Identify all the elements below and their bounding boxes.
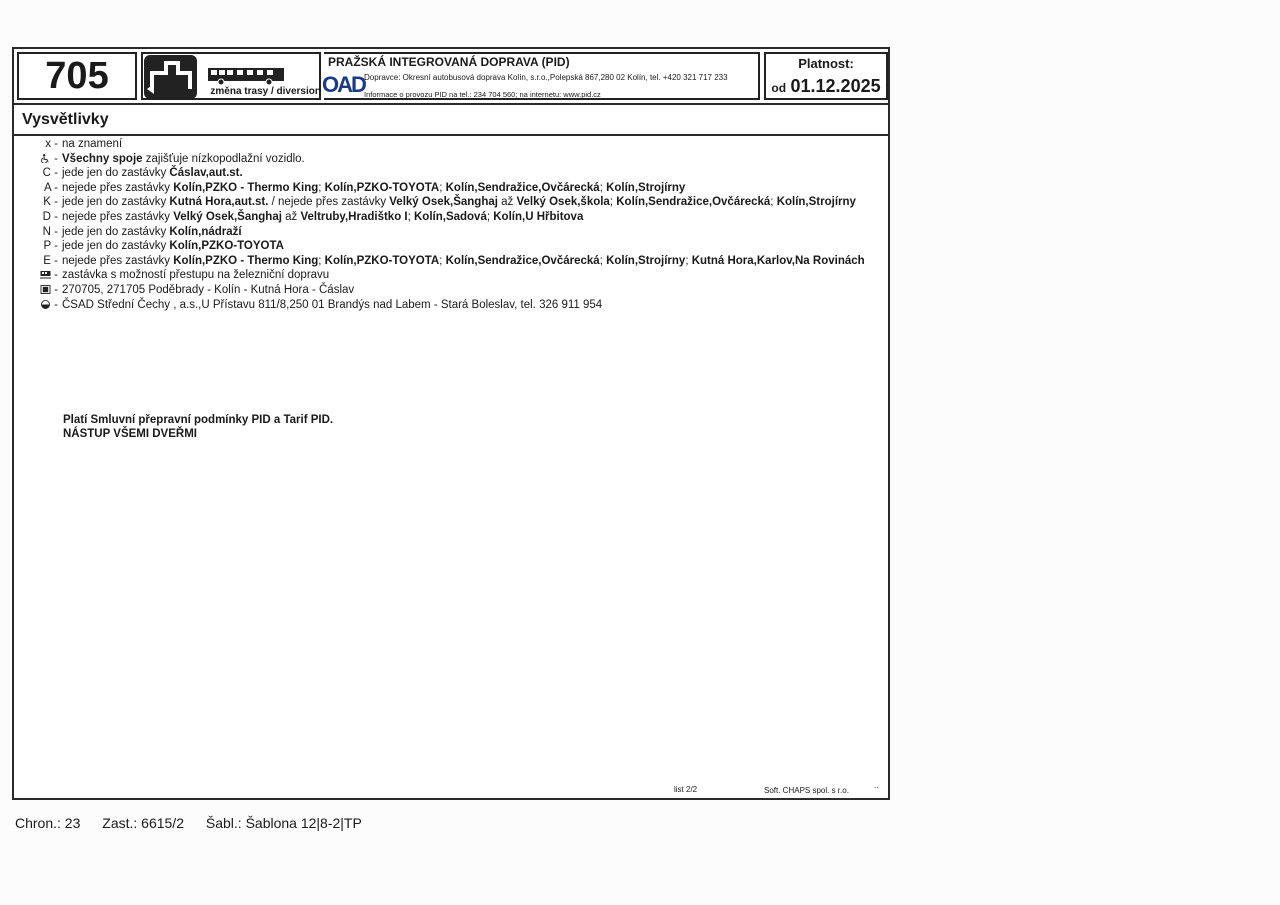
legend-text-segment: nejede přes zastávky: [62, 210, 174, 223]
legend-text: [62, 239, 874, 254]
legend-text: [62, 166, 874, 181]
legend-list: [34, 137, 874, 312]
footer: [15, 815, 380, 831]
legend-item: [34, 254, 874, 269]
software-credit: Soft. CHAPS spol. s r.o.: [764, 786, 849, 795]
operator-logo-text: OAD: [322, 72, 365, 97]
legend-stop-name: Kutná Hora,Karlov,Na Rovinách: [691, 254, 865, 267]
legend-text-segment: / nejede přes zastávky: [268, 196, 390, 209]
legend-stop-name: Všechny spoje: [62, 152, 143, 165]
legend-text-segment: zajišťuje nízkopodlažní vozidlo.: [142, 152, 305, 165]
legend-text-segment: ;: [685, 254, 692, 267]
legend-text-segment: jede jen do zastávky: [62, 196, 170, 209]
legend-code: C -: [42, 167, 58, 180]
legend-stop-name: Kolín,nádraží: [169, 225, 242, 238]
legend-item: [34, 181, 874, 196]
diversion-label: změna trasy / diversion: [210, 86, 321, 97]
legend-item: [34, 166, 874, 181]
legend-text-segment: ;: [599, 181, 607, 194]
legend-text: [62, 181, 874, 196]
legend-stop-name: Kolín,PZKO - Thermo King: [173, 254, 319, 267]
legend-stop-name: Kolín,Sadová: [414, 210, 487, 223]
legend-item: [34, 137, 874, 152]
legend-stop-name: Kutná Hora,aut.st.: [169, 196, 269, 209]
page-number: list 2/2: [674, 785, 698, 794]
legend-item: [34, 239, 874, 254]
bus-icon: [207, 66, 285, 86]
operator-logo: [322, 72, 365, 100]
operator-line-1: Dopravce: Okresní autobusová doprava Kolín, s.r.o.,Polepská 867,280 02 Kolín, tel. +420 321 717 233: [364, 73, 728, 82]
header: [14, 49, 888, 105]
legend-item: [34, 268, 874, 283]
legend-text-segment: ;: [318, 181, 325, 194]
legend-text-segment: jede jen do zastávky: [62, 167, 170, 180]
legend-stop-name: Kolín,Sendražice,Ovčárecká: [445, 181, 600, 194]
legend-text-segment: nejede přes zastávky: [62, 181, 174, 194]
legend-text-segment: zastávka s možností přestupu na železniční dopravu: [62, 269, 330, 282]
legend-code: D -: [42, 210, 58, 223]
legend-stop-name: Kolín,PZKO - Thermo King: [173, 181, 319, 194]
notes: [63, 413, 333, 441]
legend-text-segment: ;: [770, 196, 777, 209]
line-number: 705: [45, 55, 109, 97]
legend-text: [62, 225, 874, 240]
corner-dots: ..: [874, 781, 879, 790]
operator-title: PRAŽSKÁ INTEGROVANÁ DOPRAVA (PID): [328, 55, 570, 69]
legend-code: A -: [43, 181, 58, 194]
operator-box: [324, 52, 760, 100]
legend-text-segment: ;: [486, 210, 494, 223]
operator-line-2: Informace o provozu PID na tel.: 234 704 560; na internetu: www.pid.cz: [364, 90, 601, 99]
legend-code: K -: [43, 196, 58, 209]
legend-text-segment: ;: [439, 254, 446, 267]
legend-text-segment: 270705, 271705 Poděbrady - Kolín - Kutná Hora - Čáslav: [62, 283, 355, 296]
legend-stop-name: Veltruby,Hradištko I: [300, 210, 408, 223]
timetable-sheet: [12, 47, 890, 800]
legend-stop-name: Kolín,PZKO-TOYOTA: [324, 254, 440, 267]
legend-code: P -: [43, 240, 58, 253]
legend-text-segment: ;: [439, 181, 446, 194]
legend-stop-name: Kolín,PZKO-TOYOTA: [169, 240, 284, 253]
operator-icon: -: [34, 298, 62, 313]
route-icon: -: [34, 283, 62, 298]
validity-date: [766, 76, 886, 97]
validity-value: 01.12.2025: [790, 76, 881, 96]
legend-item: [34, 298, 874, 313]
legend-text: [62, 283, 874, 298]
legend-item: [34, 210, 874, 225]
legend-stop-name: Kolín,Strojírny: [606, 254, 686, 267]
diversion-icon: [144, 55, 197, 99]
legend-text-segment: jede jen do zastávky: [62, 240, 170, 253]
legend-stop-name: Čáslav,aut.st.: [169, 167, 243, 180]
wheelchair-icon: -: [34, 152, 62, 167]
legend-code: N -: [42, 225, 58, 238]
legend-stop-name: Kolín,Strojírny: [776, 196, 856, 209]
legend-text: [62, 268, 874, 283]
legend-stop-name: Kolín,Strojírny: [606, 181, 686, 194]
legend-text-segment: ČSAD Střední Čechy , a.s.,U Přístavu 811/8,250 01 Brandýs nad Labem - Stará Boleslav, tel. 326 911 954: [62, 298, 603, 311]
legend-item: [34, 195, 874, 210]
note-line: Platí Smluvní přepravní podmínky PID a Tarif PID.: [63, 414, 334, 426]
legend-code: E -: [43, 254, 58, 267]
legend-text-segment: až: [497, 196, 517, 209]
line-number-box: [17, 52, 137, 100]
legend-text: [62, 152, 874, 167]
legend-text: [62, 195, 874, 210]
legend-stop-name: Kolín,Sendražice,Ovčárecká: [616, 196, 771, 209]
legend-stop-name: Kolín,U Hřbitova: [493, 210, 584, 223]
section-title: Vysvětlivky: [22, 111, 109, 128]
diversion-box: [141, 52, 321, 100]
validity-title: Platnost:: [798, 56, 854, 71]
legend-item: [34, 225, 874, 240]
legend-item: [34, 283, 874, 298]
legend-text-segment: ;: [318, 254, 325, 267]
footer-sabl: Šabl.: Šablona 12|8-2|TP: [205, 815, 362, 831]
legend-stop-name: Velký Osek,škola: [516, 196, 610, 209]
legend-code: x -: [45, 138, 58, 150]
legend-text: [62, 210, 874, 225]
footer-zast: Zast.: 6615/2: [102, 815, 184, 831]
legend-text-segment: až: [281, 210, 301, 223]
validity-prefix: od: [771, 81, 787, 95]
legend-item: [34, 152, 874, 167]
validity-box: [764, 52, 888, 100]
legend-text-segment: nejede přes zastávky: [62, 254, 174, 267]
legend-text-segment: ;: [609, 196, 617, 209]
legend-text-segment: ;: [599, 254, 607, 267]
legend-text: [62, 137, 874, 152]
legend-stop-name: Kolín,Sendražice,Ovčárecká: [445, 254, 600, 267]
legend-stop-name: Velký Osek,Šanghaj: [173, 210, 282, 223]
legend-text: [62, 254, 874, 269]
train-icon: -: [34, 268, 62, 283]
legend-stop-name: Kolín,PZKO-TOYOTA: [324, 181, 440, 194]
legend-text-segment: ;: [407, 210, 414, 223]
note-line: NÁSTUP VŠEMI DVEŘMI: [63, 428, 197, 440]
legend-stop-name: Velký Osek,Šanghaj: [389, 196, 498, 209]
section-header: [14, 106, 888, 136]
legend-text-segment: jede jen do zastávky: [62, 225, 170, 238]
footer-chron: Chron.: 23: [15, 815, 81, 831]
legend-text-segment: na znamení: [62, 138, 123, 150]
legend-text: [62, 298, 874, 313]
